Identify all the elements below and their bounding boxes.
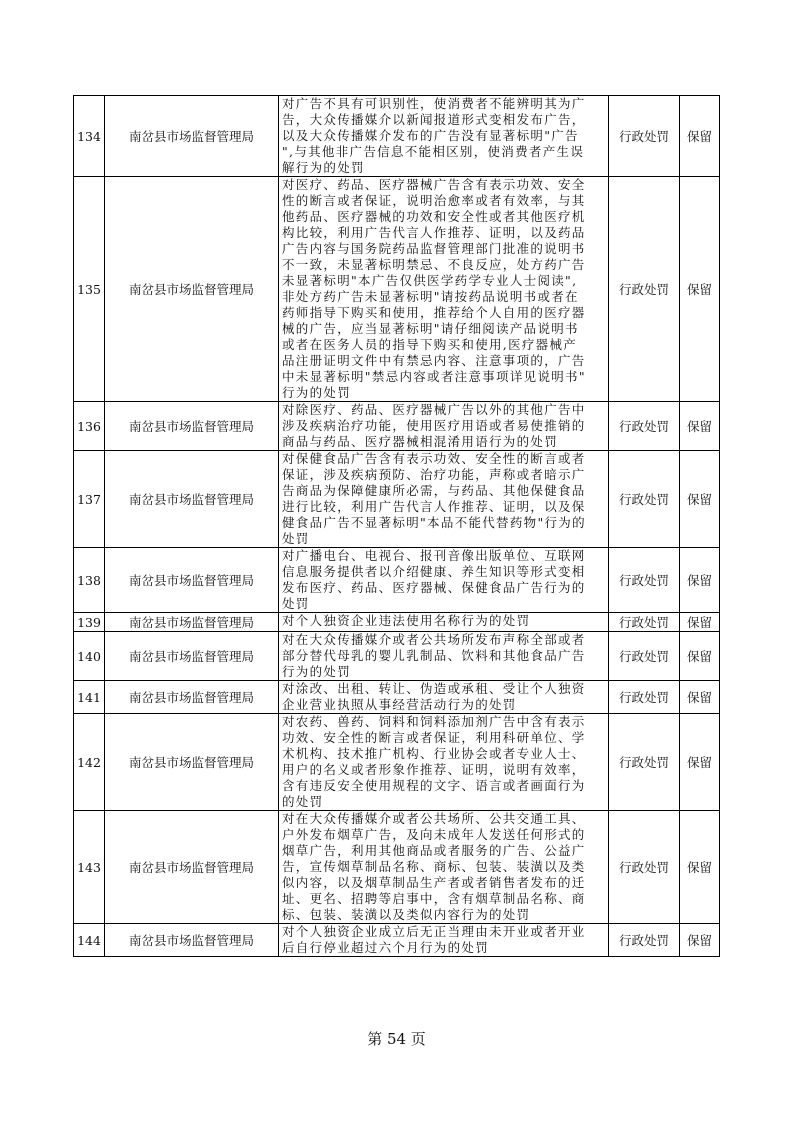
description-line: 行为的处罚 — [282, 664, 352, 679]
item-status: 保留 — [680, 924, 720, 957]
description-line: 发布医疗、药品、医疗器械、保健食品广告行为的 — [282, 580, 586, 595]
table-row — [74, 714, 720, 811]
table-row — [74, 811, 720, 924]
description-line: 告，宣传烟草制品名称、商标、包装、装潢以及类 — [282, 859, 586, 874]
description-line: 对在大众传播媒介或者公共场所、公共交通工具、 — [282, 811, 586, 826]
item-type: 行政处罚 — [609, 451, 680, 548]
description-line: 非处方药广告未显著标明"请按药品说明书或者在 — [282, 289, 579, 304]
department-name: 南岔县市场监督管理局 — [105, 924, 279, 957]
description-line: 含有违反安全使用规程的文字、语言或者画面行为 — [282, 778, 586, 793]
row-number: 142 — [74, 714, 105, 811]
item-type: 行政处罚 — [609, 96, 680, 177]
description-line: 对广播电台、电视台、报刊音像出版单位、互联网 — [282, 548, 586, 563]
item-type: 行政处罚 — [609, 632, 680, 681]
item-description — [279, 613, 609, 632]
item-description — [279, 451, 609, 548]
description-line: 未显著标明"本广告仅供医学药学专业人士阅读", — [282, 273, 578, 288]
department-name: 南岔县市场监督管理局 — [105, 613, 279, 632]
item-status: 保留 — [680, 548, 720, 613]
description-line: 行为的处罚 — [282, 385, 352, 400]
description-line: 对农药、兽药、饲料和饲料添加剂广告中含有表示 — [282, 714, 586, 729]
item-status: 保留 — [680, 714, 720, 811]
description-line: 不一致，未显著标明禁忌、不良反应，处方药广告 — [282, 257, 586, 272]
description-line: 对涂改、出租、转让、伪造或承租、受让个人独资 — [282, 681, 586, 696]
department-name: 南岔县市场监督管理局 — [105, 402, 279, 451]
item-status: 保留 — [680, 96, 720, 177]
department-name: 南岔县市场监督管理局 — [105, 96, 279, 177]
description-line: 药师指导下购买和使用，推荐给个人自用的医疗器 — [282, 305, 586, 320]
table-row — [74, 96, 720, 177]
row-number: 140 — [74, 632, 105, 681]
description-line: 的处罚 — [282, 794, 324, 809]
department-name: 南岔县市场监督管理局 — [105, 177, 279, 402]
description-line: 处罚 — [282, 596, 310, 611]
description-line: 对广告不具有可识别性，使消费者不能辨明其为广 — [282, 96, 586, 111]
row-number: 143 — [74, 811, 105, 924]
item-description — [279, 177, 609, 402]
description-line: 烟草广告，利用其他商品或者服务的广告、公益广 — [282, 843, 586, 858]
item-status: 保留 — [680, 681, 720, 714]
description-line: 后自行停业超过六个月行为的处罚 — [282, 940, 490, 955]
description-line: 企业营业执照从事经营活动行为的处罚 — [282, 697, 517, 712]
row-number: 134 — [74, 96, 105, 177]
item-status: 保留 — [680, 613, 720, 632]
row-number: 138 — [74, 548, 105, 613]
item-status: 保留 — [680, 402, 720, 451]
description-line: 涉及疾病治疗功能，使用医疗用语或者易使推销的 — [282, 418, 586, 433]
description-line: ",与其他非广告信息不能相区别，使消费者产生误 — [282, 144, 585, 159]
description-line: 中未显著标明"禁忌内容或者注意事项详见说明书" — [282, 369, 586, 384]
department-name: 南岔县市场监督管理局 — [105, 451, 279, 548]
row-number: 135 — [74, 177, 105, 402]
item-description — [279, 96, 609, 177]
table-row — [74, 548, 720, 613]
department-name: 南岔县市场监督管理局 — [105, 714, 279, 811]
description-line: 以及大众传播媒介发布的广告没有显著标明"广告 — [282, 128, 579, 143]
description-line: 广告内容与国务院药品监督管理部门批准的说明书 — [282, 241, 586, 256]
item-type: 行政处罚 — [609, 177, 680, 402]
description-line: 对医疗、药品、医疗器械广告含有表示功效、安全 — [282, 177, 586, 192]
description-line: 对除医疗、药品、医疗器械广告以外的其他广告中 — [282, 402, 586, 417]
description-line: 保证，涉及疾病预防、治疗功能，声称或者暗示广 — [282, 467, 586, 482]
description-line: 处罚 — [282, 531, 310, 546]
item-status: 保留 — [680, 451, 720, 548]
enforcement-items-table — [73, 95, 720, 957]
row-number: 139 — [74, 613, 105, 632]
item-type: 行政处罚 — [609, 681, 680, 714]
description-line: 解行为的处罚 — [282, 160, 365, 175]
item-description — [279, 924, 609, 957]
description-line: 信息服务提供者以介绍健康、养生知识等形式变相 — [282, 564, 586, 579]
department-name: 南岔县市场监督管理局 — [105, 811, 279, 924]
row-number: 141 — [74, 681, 105, 714]
department-name: 南岔县市场监督管理局 — [105, 548, 279, 613]
description-line: 址、更名、招聘等启事中，含有烟草制品名称、商 — [282, 891, 586, 906]
description-line: 他药品、医疗器械的功效和安全性或者其他医疗机 — [282, 209, 586, 224]
description-line: 告，大众传播媒介以新闻报道形式变相发布广告， — [282, 112, 586, 127]
description-line: 户外发布烟草广告，及向未成年人发送任何形式的 — [282, 827, 586, 842]
description-line: 进行比较，利用广告代言人作推荐、证明，以及保 — [282, 499, 586, 514]
table-row — [74, 924, 720, 957]
item-type: 行政处罚 — [609, 714, 680, 811]
table-row — [74, 632, 720, 681]
table-row — [74, 681, 720, 714]
description-line: 功效、安全性的断言或者保证，利用科研单位、学 — [282, 730, 586, 745]
item-type: 行政处罚 — [609, 811, 680, 924]
description-line: 用户的名义或者形象作推荐、证明，说明有效率， — [282, 762, 586, 777]
table-row — [74, 613, 720, 632]
item-description — [279, 632, 609, 681]
item-description — [279, 811, 609, 924]
description-line: 似内容，以及烟草制品生产者或者销售者发布的迁 — [282, 875, 586, 890]
description-line: 术机构、技术推广机构、行业协会或者专业人士、 — [282, 746, 586, 761]
table-row — [74, 451, 720, 548]
item-type: 行政处罚 — [609, 548, 680, 613]
description-line: 标、包装、装潢以及类似内容行为的处罚 — [282, 907, 531, 922]
row-number: 137 — [74, 451, 105, 548]
description-line: 告商品为保障健康所必需，与药品、其他保健食品 — [282, 483, 586, 498]
description-line: 部分替代母乳的婴儿乳制品、饮料和其他食品广告 — [282, 648, 586, 663]
description-line: 健食品广告不显著标明"本品不能代替药物"行为的 — [282, 515, 586, 530]
table-row — [74, 402, 720, 451]
description-line: 性的断言或者保证，说明治愈率或者有效率，与其 — [282, 193, 586, 208]
item-status: 保留 — [680, 811, 720, 924]
table-row — [74, 177, 720, 402]
item-description — [279, 402, 609, 451]
description-line: 或者在医务人员的指导下购买和使用,医疗器械产 — [282, 337, 578, 352]
department-name: 南岔县市场监督管理局 — [105, 681, 279, 714]
department-name: 南岔县市场监督管理局 — [105, 632, 279, 681]
item-type: 行政处罚 — [609, 924, 680, 957]
description-line: 商品与药品、医疗器械相混淆用语行为的处罚 — [282, 434, 559, 449]
item-type: 行政处罚 — [609, 402, 680, 451]
page-number: 第 54 页 — [367, 1030, 426, 1048]
description-line: 对保健食品广告含有表示功效、安全性的断言或者 — [282, 451, 586, 466]
item-type: 行政处罚 — [609, 613, 680, 632]
item-description — [279, 681, 609, 714]
row-number: 144 — [74, 924, 105, 957]
item-description — [279, 714, 609, 811]
description-line: 对个人独资企业违法使用名称行为的处罚 — [282, 613, 531, 628]
item-status: 保留 — [680, 177, 720, 402]
item-description — [279, 548, 609, 613]
description-line: 品注册证明文件中有禁忌内容、注意事项的，广告 — [282, 353, 586, 368]
item-status: 保留 — [680, 632, 720, 681]
description-line: 对个人独资企业成立后无正当理由未开业或者开业 — [282, 924, 586, 939]
description-line: 械的广告，应当显著标明"请仔细阅读产品说明书 — [282, 321, 579, 336]
row-number: 136 — [74, 402, 105, 451]
description-line: 对在大众传播媒介或者公共场所发布声称全部或者 — [282, 632, 586, 647]
description-line: 构比较，利用广告代言人作推荐、证明，以及药品 — [282, 225, 586, 240]
